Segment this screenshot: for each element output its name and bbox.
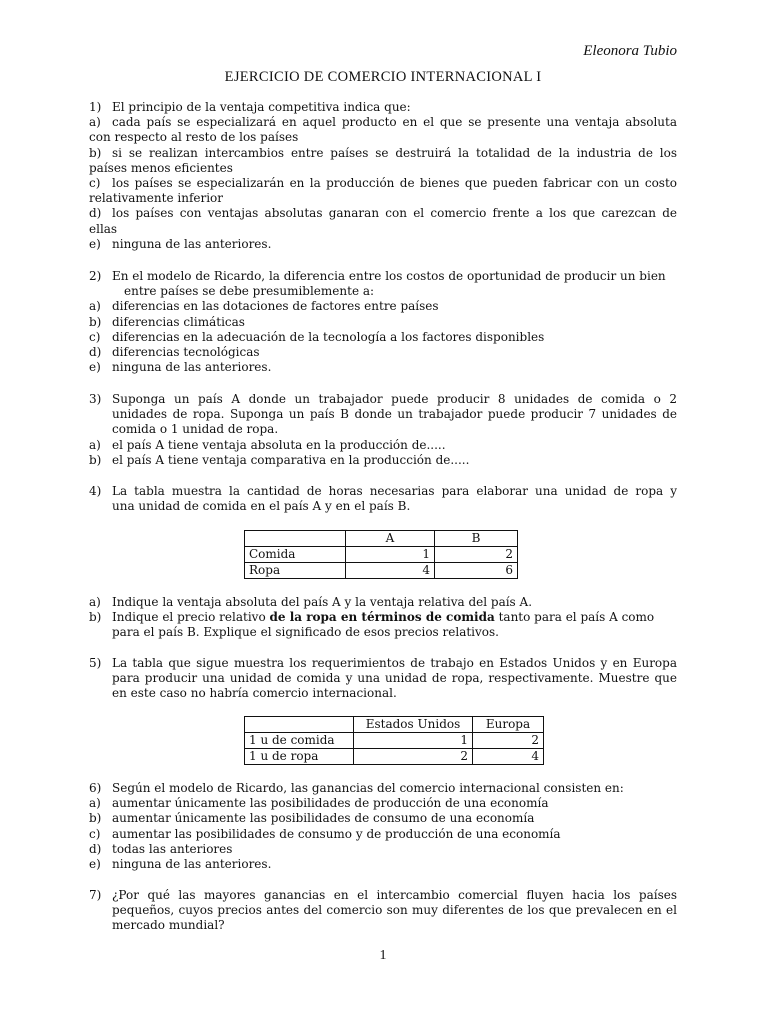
question-stem-continued: comida o 1 unidad de ropa. xyxy=(112,422,279,437)
question-stem: Suponga un país A donde un trabajador puede producir 8 unidades de comida o 2 xyxy=(112,392,677,406)
question-stem-continued: entre países se debe presumiblemente a: xyxy=(124,284,375,299)
question-7 xyxy=(89,888,677,934)
option-text: aumentar únicamente las posibilidades de producción de una economía xyxy=(112,796,549,811)
option-text-continued: relativamente inferior xyxy=(89,191,224,206)
option-text: si se realizan intercambios entre países se destruirá la totalidad de la industria de los xyxy=(112,145,677,160)
table-header-cell xyxy=(245,717,354,733)
hours-table xyxy=(244,530,518,579)
option-label: c) xyxy=(89,826,101,841)
option-text: los países se especializarán en la producción de bienes que pueden fabricar con un costo xyxy=(112,176,677,191)
table-row xyxy=(245,547,518,563)
option-label: c) xyxy=(89,329,101,344)
question-stem: Según el modelo de Ricardo, las ganancias del comercio internacional consisten en: xyxy=(112,781,624,795)
table-cell: 2 xyxy=(435,547,518,563)
option-text-continued: para el país B. Explique el significado de esos precios relativos. xyxy=(112,625,499,640)
table-row xyxy=(245,733,544,749)
table-header-cell: B xyxy=(435,531,518,547)
document-title: EJERCICIO DE COMERCIO INTERNACIONAL I xyxy=(224,69,542,85)
labor-requirements-table xyxy=(244,716,544,765)
option-text: el país A tiene ventaja absoluta en la producción de..... xyxy=(112,437,446,452)
table-header-cell: Estados Unidos xyxy=(354,717,473,733)
option-text: diferencias climáticas xyxy=(112,314,245,329)
option-label: a) xyxy=(89,299,101,314)
question-stem: El principio de la ventaja competitiva indica que: xyxy=(112,100,411,114)
option-label: a) xyxy=(89,115,101,130)
question-number: 6) xyxy=(89,781,102,795)
option-text: los países con ventajas absolutas ganaran con el comercio frente a los que carezcan de xyxy=(112,206,677,221)
option-text: aumentar las posibilidades de consumo y de producción de una economía xyxy=(112,826,561,841)
option-text: Indique la ventaja absoluta del país A y la ventaja relativa del país A. xyxy=(112,595,533,609)
author-name: Eleonora Tubio xyxy=(583,43,677,59)
option-label: d) xyxy=(89,345,102,360)
option-label: b) xyxy=(89,811,102,826)
table-header-row xyxy=(245,717,544,733)
question-number: 4) xyxy=(89,484,102,498)
page-number: 1 xyxy=(379,948,387,963)
table-header-cell xyxy=(245,531,346,547)
table-row xyxy=(245,563,518,579)
option-text: ninguna de las anteriores. xyxy=(112,236,272,251)
option-text-continued: países menos eficientes xyxy=(89,160,233,175)
table-cell: 6 xyxy=(435,563,518,579)
option-text: aumentar únicamente las posibilidades de consumo de una economía xyxy=(112,811,535,826)
table-cell: 1 u de comida xyxy=(245,733,354,749)
option-label: a) xyxy=(89,595,101,609)
question-stem-continued: unidades de ropa. Suponga un país B donde un trabajador puede producir 7 unidades de xyxy=(112,407,677,422)
question-4-options xyxy=(89,595,677,641)
question-number: 1) xyxy=(89,100,102,114)
table-header-cell: A xyxy=(346,531,435,547)
question-4 xyxy=(89,484,677,514)
option-label: a) xyxy=(89,437,101,452)
table-row xyxy=(245,749,544,765)
option-label: e) xyxy=(89,857,101,872)
option-label: b) xyxy=(89,610,102,625)
option-text-continued: con respecto al resto de los países xyxy=(89,130,299,145)
question-number: 3) xyxy=(89,392,102,406)
option-text: ninguna de las anteriores. xyxy=(112,857,272,872)
option-label: d) xyxy=(89,206,102,221)
option-label: b) xyxy=(89,452,102,467)
question-3 xyxy=(89,392,677,468)
table-cell: 1 xyxy=(346,547,435,563)
option-label: d) xyxy=(89,841,102,856)
question-stem-continued: una unidad de comida en el país A y en el país B. xyxy=(112,499,411,514)
question-2 xyxy=(89,269,677,375)
option-label: b) xyxy=(89,145,102,160)
option-text: diferencias en las dotaciones de factores entre países xyxy=(112,299,439,314)
option-label: e) xyxy=(89,360,101,375)
question-stem: La tabla que sigue muestra los requerimientos de trabajo en Estados Unidos y en Europa xyxy=(112,656,677,670)
table-cell: 1 u de ropa xyxy=(245,749,354,765)
question-stem-continued: en este caso no habría comercio internacional. xyxy=(112,686,397,701)
table-header-cell: Europa xyxy=(473,717,544,733)
table-cell: 2 xyxy=(354,749,473,765)
option-text: Indique el precio relativo de la ropa en términos de comida tanto para el país A como xyxy=(112,610,655,625)
bold-phrase: de la ropa en términos de comida xyxy=(269,610,495,625)
table-cell: Ropa xyxy=(245,563,346,579)
table-cell: 1 xyxy=(354,733,473,749)
question-stem: ¿Por qué las mayores ganancias en el intercambio comercial fluyen hacia los países xyxy=(112,888,677,902)
table-header-row xyxy=(245,531,518,547)
option-text: diferencias tecnológicas xyxy=(112,345,260,360)
question-1 xyxy=(89,100,677,252)
question-number: 5) xyxy=(89,656,102,670)
table-cell: 4 xyxy=(473,749,544,765)
option-label: e) xyxy=(89,236,101,251)
option-text: ninguna de las anteriores. xyxy=(112,360,272,375)
question-stem: La tabla muestra la cantidad de horas necesarias para elaborar una unidad de ropa y xyxy=(112,484,677,498)
option-text: diferencias en la adecuación de la tecnología a los factores disponibles xyxy=(112,329,545,344)
question-number: 7) xyxy=(89,888,102,902)
option-text-continued: ellas xyxy=(89,221,118,236)
question-6 xyxy=(89,781,677,872)
option-text: el país A tiene ventaja comparativa en la producción de..... xyxy=(112,452,470,467)
question-stem-continued: mercado mundial? xyxy=(112,918,225,933)
table-cell: 4 xyxy=(346,563,435,579)
question-number: 2) xyxy=(89,269,102,283)
table-cell: Comida xyxy=(245,547,346,563)
question-stem: En el modelo de Ricardo, la diferencia entre los costos de oportunidad de producir un bien xyxy=(112,269,666,283)
option-text: cada país se especializará en aquel producto en el que se presente una ventaja absoluta xyxy=(112,115,677,130)
option-label: c) xyxy=(89,176,101,191)
question-5 xyxy=(89,656,677,702)
question-stem-continued: para producir una unidad de comida y una unidad de ropa, respectivamente. Muestre que xyxy=(112,671,677,686)
option-text: todas las anteriores xyxy=(112,841,233,856)
question-stem-continued: pequeños, cuyos precios antes del comercio son muy diferentes de los que prevalecen en el xyxy=(112,903,677,918)
option-label: b) xyxy=(89,314,102,329)
table-cell: 2 xyxy=(473,733,544,749)
option-label: a) xyxy=(89,796,101,811)
